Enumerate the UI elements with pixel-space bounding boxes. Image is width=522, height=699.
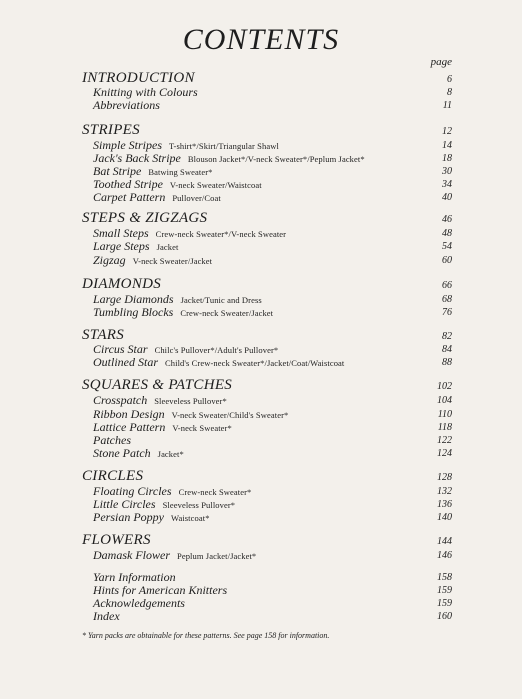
page-number: 159 (437, 598, 452, 609)
entry-title (93, 98, 160, 112)
toc-entry (0, 226, 522, 240)
title-text: Large Steps (93, 239, 150, 253)
page-number: 54 (442, 241, 452, 252)
toc-entry (0, 164, 522, 178)
toc-entry (0, 85, 522, 99)
garment-list: V-neck Sweater/Jacket (132, 256, 213, 266)
page-number: 68 (442, 294, 452, 305)
title-text: Persian Poppy (93, 510, 164, 524)
garment-list: Peplum Jacket/Jacket* (177, 551, 257, 561)
page-number: 140 (437, 512, 452, 523)
toc-entry (0, 98, 522, 112)
toc-entry (0, 583, 522, 597)
page-number: 12 (442, 126, 452, 137)
title-text: INTRODUCTION (82, 70, 195, 86)
toc-section (0, 377, 522, 394)
entry-title (93, 239, 178, 254)
title-text: Tumbling Blocks (93, 305, 174, 319)
title-text: Acknowledgements (93, 596, 185, 610)
entry-title (93, 583, 227, 597)
garment-list: Crew-neck Sweater/Jacket (180, 308, 274, 318)
page-number: 124 (437, 448, 452, 459)
title-text: Lattice Pattern (93, 420, 166, 434)
page-number: 136 (437, 499, 452, 510)
garment-list: Jacket* (157, 449, 184, 459)
title-text: SQUARES & PATCHES (82, 377, 233, 393)
title-text: STARS (82, 327, 125, 343)
title-text: Bat Stripe (93, 164, 142, 178)
toc-section (0, 122, 522, 139)
title-text: Hints for American Knitters (93, 583, 228, 597)
entry-title (93, 570, 176, 584)
entry-title (93, 548, 256, 563)
toc-entry (0, 420, 522, 434)
section-title (82, 276, 161, 293)
garment-list: Batwing Sweater* (148, 167, 213, 177)
garment-list: Chilc's Pullover*/Adult's Pullover* (154, 345, 279, 355)
title-text: Floating Circles (93, 484, 172, 498)
title-text: Crosspatch (93, 393, 148, 407)
section-title (82, 377, 232, 394)
garment-list: V-neck Sweater/Child's Sweater* (171, 410, 289, 420)
title-text: Jack's Back Stripe (93, 151, 181, 165)
title-text: CIRCLES (82, 468, 144, 484)
title-text: STEPS & ZIGZAGS (82, 210, 208, 226)
garment-list: Crew-neck Sweater*/V-neck Sweater (155, 229, 287, 239)
garment-list: Crew-neck Sweater* (178, 487, 252, 497)
garment-list: Sleeveless Pullover* (162, 500, 236, 510)
title-text: DIAMONDS (82, 276, 162, 292)
page-number: 104 (437, 395, 452, 406)
page-number: 159 (437, 585, 452, 596)
title-text: Damask Flower (93, 548, 170, 562)
entry-title (93, 510, 210, 525)
page-number: 60 (442, 255, 452, 266)
entry-title (93, 446, 184, 461)
toc-section (0, 532, 522, 549)
toc-entry (0, 484, 522, 498)
toc-entry (0, 596, 522, 610)
title-text: Toothed Stripe (93, 177, 163, 191)
footnote: * Yarn packs are obtainable for these patterns. See page 158 for information. (82, 631, 330, 640)
garment-list: Blouson Jacket*/V-neck Sweater*/Peplum Jacket* (187, 154, 365, 164)
page-number: 18 (442, 153, 452, 164)
garment-list: Child's Crew-neck Sweater*/Jacket/Coat/Waistcoat (165, 358, 345, 368)
toc-entry (0, 151, 522, 165)
toc-entry (0, 393, 522, 407)
title-text: Patches (93, 433, 131, 447)
section-title (82, 210, 207, 227)
garment-list: Sleeveless Pullover* (154, 396, 227, 406)
garment-list: Waistcoat* (171, 513, 210, 523)
page-number: 82 (442, 331, 452, 342)
section-title (82, 532, 151, 549)
toc-entry (0, 355, 522, 369)
toc-entry (0, 342, 522, 356)
title-text: Large Diamonds (93, 292, 174, 306)
toc-entry (0, 510, 522, 524)
toc-entry (0, 570, 522, 584)
title-text: Stone Patch (93, 446, 151, 460)
page-number: 6 (447, 74, 452, 85)
section-title (82, 468, 143, 485)
title-text: Yarn Information (93, 570, 176, 584)
toc-entry (0, 239, 522, 253)
toc-entry (0, 253, 522, 267)
toc-entry (0, 305, 522, 319)
section-title (82, 122, 140, 139)
entry-title (93, 305, 273, 320)
title-text: Circus Star (93, 342, 148, 356)
toc-entry (0, 190, 522, 204)
entry-title (93, 609, 120, 623)
toc-section (0, 276, 522, 293)
garment-list: Jacket (156, 242, 179, 252)
garment-list: V-neck Sweater/Waistcoat (169, 180, 262, 190)
garment-list: Jacket/Tunic and Dress (180, 295, 262, 305)
page-number: 40 (442, 192, 452, 203)
title-text: Simple Stripes (93, 138, 162, 152)
page-number: 88 (442, 357, 452, 368)
toc-entry (0, 177, 522, 191)
page-number: 102 (437, 381, 452, 392)
toc-entry (0, 446, 522, 460)
toc-section (0, 210, 522, 227)
title-text: Small Steps (93, 226, 149, 240)
page-number: 132 (437, 486, 452, 497)
title-text: Little Circles (93, 497, 156, 511)
toc-entry (0, 548, 522, 562)
page-number: 46 (442, 214, 452, 225)
toc-entry (0, 609, 522, 623)
toc-entry (0, 433, 522, 447)
page-number: 84 (442, 344, 452, 355)
title-text: Ribbon Design (93, 407, 165, 421)
toc-entry (0, 497, 522, 511)
page-number: 14 (442, 140, 452, 151)
page-number: 144 (437, 536, 452, 547)
garment-list: V-neck Sweater* (172, 423, 232, 433)
title-text: Abbreviations (93, 98, 160, 112)
title-text: FLOWERS (82, 532, 151, 548)
page-number: 118 (437, 422, 452, 433)
page-number: 66 (442, 280, 452, 291)
title-text: Outlined Star (93, 355, 158, 369)
entry-title (93, 253, 212, 268)
title-text: Index (93, 609, 120, 623)
title-text: Carpet Pattern (93, 190, 166, 204)
entry-title (93, 85, 198, 99)
page-number: 146 (437, 550, 452, 561)
entry-title (93, 355, 344, 370)
entry-title (93, 190, 221, 205)
entry-title (93, 393, 227, 408)
page-number: 158 (437, 572, 452, 583)
page-number: 160 (437, 611, 452, 622)
page-number: 48 (442, 228, 452, 239)
toc-entry (0, 407, 522, 421)
page-number: 128 (437, 472, 452, 483)
entry-title (93, 433, 131, 447)
page-number: 122 (437, 435, 452, 446)
page-number: 76 (442, 307, 452, 318)
page-number: 30 (442, 166, 452, 177)
title-text: Zigzag (93, 253, 126, 267)
page-number: 34 (442, 179, 452, 190)
page-number: 8 (447, 87, 452, 98)
page-title: CONTENTS (182, 23, 340, 56)
garment-list: T-shirt*/Skirt/Triangular Shawl (169, 141, 279, 151)
title-text: STRIPES (82, 122, 140, 138)
toc-entry (0, 138, 522, 152)
page-number: 11 (442, 100, 452, 111)
page-column-label: page (430, 56, 452, 68)
garment-list: Pullover/Coat (172, 193, 221, 203)
page-number: 110 (437, 409, 452, 420)
toc-entry (0, 292, 522, 306)
entry-title (93, 596, 185, 610)
title-text: Knitting with Colours (93, 85, 198, 99)
toc-section (0, 468, 522, 485)
